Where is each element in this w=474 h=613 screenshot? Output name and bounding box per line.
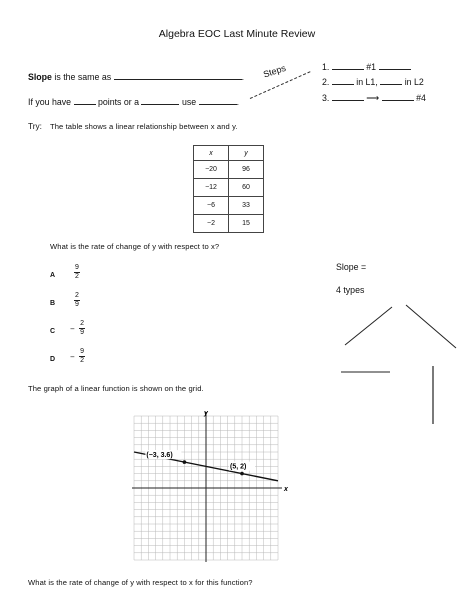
- points-text-2: points or a: [97, 97, 140, 107]
- choice-d[interactable]: [50, 348, 85, 366]
- choice-a[interactable]: [50, 264, 80, 282]
- choice-c-fraction: [79, 320, 85, 337]
- table-cell: −20: [194, 161, 229, 179]
- step-2-text-a: in L1,: [356, 77, 378, 87]
- choice-b-fraction: [74, 292, 80, 309]
- step-2-blank-a: [332, 75, 354, 85]
- points-blank-2: [141, 95, 179, 105]
- question-1-text: What is the rate of change of y with respect to x?: [50, 242, 220, 251]
- question-2-intro: The graph of a linear function is shown on the grid.: [28, 384, 204, 393]
- step-3-mark: #4: [416, 93, 426, 103]
- negative-slope-line: [406, 305, 456, 348]
- choice-b-letter: B: [50, 300, 56, 307]
- step-3-number: 3.: [322, 93, 330, 103]
- step-3: [322, 91, 426, 104]
- step-2-text-b: in L2: [404, 77, 424, 87]
- table-header-x: x: [194, 146, 229, 161]
- fraction-numerator: 9: [80, 348, 84, 356]
- step-1: [322, 60, 411, 72]
- slope-bold-label: Slope: [28, 72, 52, 82]
- choice-c-sign: −: [69, 324, 75, 334]
- choice-a-fraction: [74, 264, 80, 281]
- points-blank-3: [199, 95, 237, 105]
- table-cell: −2: [194, 215, 229, 233]
- page-title: Algebra EOC Last Minute Review: [158, 28, 316, 40]
- points-blank-1: [74, 95, 96, 105]
- step-1-blank-a: [332, 60, 364, 70]
- choice-c[interactable]: [50, 320, 85, 338]
- fraction-denominator: 9: [80, 329, 84, 337]
- fraction-denominator: 9: [74, 301, 79, 309]
- table-cell: −6: [194, 197, 229, 215]
- points-text-3: use: [181, 97, 197, 107]
- table-cell: 96: [229, 161, 264, 179]
- steps-label: Steps: [262, 62, 287, 80]
- step-2-blank-b: [380, 75, 402, 85]
- table-cell: 15: [229, 215, 264, 233]
- table-cell: 60: [229, 179, 264, 197]
- step-1-mark: #1: [366, 62, 377, 72]
- choice-b[interactable]: [50, 292, 80, 310]
- question-2-text: What is the rate of change of y with respect to x for this function?: [28, 578, 253, 587]
- step-3-arrow-icon: ⟶: [366, 93, 380, 103]
- step-1-blank-b: [379, 60, 411, 70]
- table-cell: −12: [194, 179, 229, 197]
- coordinate-graph: [128, 408, 293, 573]
- fraction-numerator: 9: [74, 264, 79, 272]
- step-3-blank-a: [332, 91, 364, 101]
- fraction-numerator: 2: [74, 292, 79, 300]
- step-3-blank-b: [382, 91, 414, 101]
- slope-types-sketch: [330, 300, 470, 430]
- positive-slope-line: [345, 307, 392, 345]
- x-axis-label: x: [284, 486, 288, 493]
- slope-text: is the same as: [51, 72, 112, 82]
- four-types-label: 4 types: [336, 285, 365, 295]
- choice-d-fraction: [79, 348, 85, 365]
- slope-equals-label: Slope =: [336, 262, 367, 272]
- steps-arrow: [250, 71, 311, 99]
- table-cell: 33: [229, 197, 264, 215]
- fraction-numerator: 2: [80, 320, 84, 328]
- step-1-number: 1.: [322, 62, 330, 72]
- choice-a-letter: A: [50, 272, 56, 279]
- y-axis-label: y: [204, 410, 208, 417]
- xy-table: [193, 145, 264, 233]
- table-header-y: y: [229, 146, 264, 161]
- step-2-number: 2.: [322, 77, 330, 87]
- try-label: Try:: [28, 121, 42, 131]
- point-2-label: (5, 2): [230, 463, 247, 471]
- point-1-marker: [183, 460, 187, 464]
- choice-c-letter: C: [50, 328, 56, 335]
- fraction-denominator: 2: [80, 357, 84, 365]
- points-line: If you have points or a use .: [28, 97, 240, 107]
- choice-d-sign: −: [69, 352, 75, 362]
- choice-d-letter: D: [50, 356, 56, 363]
- point-2-marker: [240, 472, 244, 476]
- step-2: [322, 75, 424, 87]
- points-text-1: If you have: [28, 97, 72, 107]
- slope-blank: [114, 70, 242, 80]
- question-1-intro: The table shows a linear relationship between x and y.: [50, 122, 238, 131]
- fraction-denominator: 2: [74, 273, 79, 281]
- slope-definition-line: Slope is the same as .: [28, 72, 245, 82]
- point-1-label: (−3, 3.6): [146, 452, 173, 460]
